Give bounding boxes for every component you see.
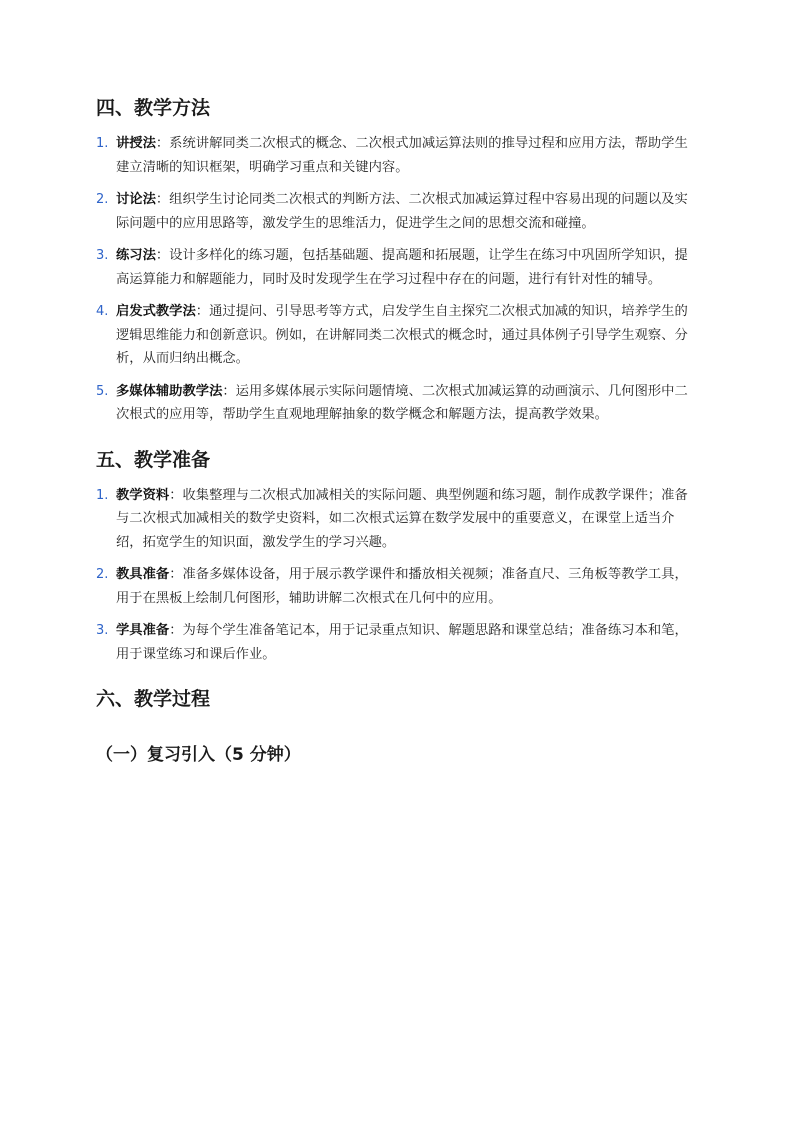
list-text: ：组织学生讨论同类二次根式的判断方法、二次根式加减运算过程中容易出现的问题以及实际问题中的应用思路等，激发学生的思维活力，促进学生之间的思想交流和碰撞。 [116, 192, 688, 231]
subsection-heading-review: （一）复习引入（5 分钟） [96, 745, 301, 765]
list-text: ：收集整理与二次根式加减相关的实际问题、典型例题和练习题，制作成教学课件；准备与二次根式加减相关的数学史资料，如二次根式运算在数学发展中的重要意义，在课堂上适当介绍，拓宽学生的知识面，激发学生的学习兴趣。 [116, 487, 688, 550]
list-item [96, 300, 698, 371]
list-number: 5. [96, 383, 109, 399]
list-item [96, 244, 698, 291]
section-heading-teaching-process: 六、教学过程 [96, 688, 211, 710]
list-term: 多媒体辅助教学法 [116, 383, 223, 399]
teaching-preparation-list [96, 484, 698, 667]
list-text: ：设计多样化的练习题，包括基础题、提高题和拓展题，让学生在练习中巩固所学知识，提高运算能力和解题能力，同时及时发现学生在学习过程中存在的问题，进行有针对性的辅导。 [116, 248, 688, 287]
list-item [96, 484, 698, 555]
list-text: ：准备多媒体设备，用于展示教学课件和播放相关视频；准备直尺、三角板等教学工具，用于在黑板上绘制几何图形，辅助讲解二次根式在几何中的应用。 [116, 567, 688, 606]
list-text: ：系统讲解同类二次根式的概念、二次根式加减运算法则的推导过程和应用方法，帮助学生建立清晰的知识框架，明确学习重点和关键内容。 [116, 136, 688, 175]
list-term: 练习法 [116, 248, 156, 263]
list-number: 2. [96, 192, 109, 207]
list-text: ：运用多媒体展示实际问题情境、二次根式加减运算的动画演示、几何图形中二次根式的应用等，帮助学生直观地理解抽象的数学概念和解题方法，提高教学效果。 [116, 383, 688, 422]
list-text: ：为每个学生准备笔记本，用于记录重点知识、解题思路和课堂总结；准备练习本和笔，用于课堂练习和课后作业。 [116, 623, 688, 662]
list-term: 启发式教学法 [116, 304, 196, 319]
list-number: 2. [96, 567, 109, 582]
list-term: 学具准备 [116, 623, 170, 638]
section-heading-teaching-methods: 四、教学方法 [96, 97, 211, 119]
section-heading-teaching-preparation: 五、教学准备 [96, 448, 211, 471]
list-item [96, 380, 698, 427]
list-term: 教学资料 [116, 487, 170, 503]
list-number: 4. [96, 304, 109, 319]
list-item [96, 619, 698, 666]
list-item [96, 563, 698, 610]
list-term: 教具准备 [116, 567, 170, 582]
list-term: 讲授法 [116, 136, 156, 151]
list-number: 1. [96, 136, 109, 151]
list-item [96, 188, 698, 235]
list-number: 3. [96, 623, 109, 638]
list-number: 1. [96, 487, 109, 503]
list-text: ：通过提问、引导思考等方式，启发学生自主探究二次根式加减的知识，培养学生的逻辑思维能力和创新意识。例如，在讲解同类二次根式的概念时，通过具体例子引导学生观察、分析，从而归纳出概念。 [116, 304, 688, 366]
list-term: 讨论法 [116, 192, 156, 207]
teaching-methods-list [96, 132, 698, 427]
list-item [96, 132, 698, 179]
list-number: 3. [96, 248, 109, 263]
